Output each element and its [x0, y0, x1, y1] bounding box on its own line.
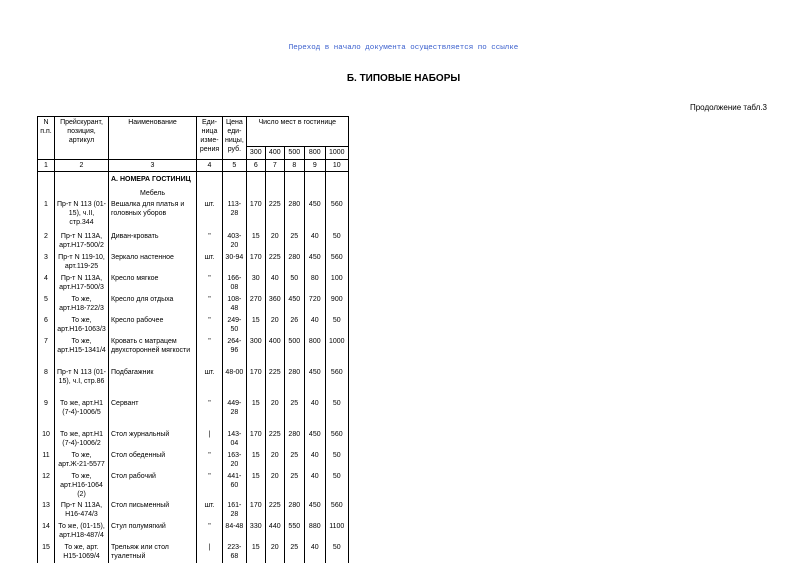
row-seat-value: 900 — [325, 294, 348, 315]
row-cost: 223-68 — [223, 542, 247, 563]
row-seat-value: 280 — [284, 199, 304, 231]
row-seat-value: 25 — [284, 398, 304, 429]
table-row — [38, 450, 349, 471]
table-row — [38, 273, 349, 294]
row-seat-value: 40 — [304, 231, 325, 252]
row-number: 5 — [38, 294, 55, 315]
table-row — [38, 231, 349, 252]
typical-sets-table — [37, 116, 349, 563]
row-cost: 108-48 — [223, 294, 247, 315]
row-seat-value: 50 — [325, 231, 348, 252]
row-name: Стул полумягкий — [109, 521, 197, 542]
row-seat-value: 15 — [246, 450, 265, 471]
row-number: 7 — [38, 336, 55, 367]
row-seat-value: 450 — [304, 429, 325, 450]
row-seat-value: 20 — [265, 542, 284, 563]
table-row — [38, 500, 349, 521]
row-name: Стол рабочий — [109, 471, 197, 500]
row-seat-value: 20 — [265, 471, 284, 500]
nav-link-to-start[interactable]: Переход в начало документа осуществляется по ссылке — [288, 44, 519, 52]
header-unit: Еди-ница изме-рения — [197, 117, 223, 160]
row-price-list: То же, арт.Н16-1063/3 — [55, 315, 109, 336]
col-number: 9 — [304, 160, 325, 172]
row-unit: | — [197, 542, 223, 563]
row-seat-value: 450 — [304, 199, 325, 231]
row-price-list: То же, арт.Н16-1064 (2) — [55, 471, 109, 500]
row-seat-value: 20 — [265, 398, 284, 429]
row-unit: " — [197, 471, 223, 500]
row-number: 14 — [38, 521, 55, 542]
row-seat-value: 15 — [246, 398, 265, 429]
table-body — [38, 117, 349, 564]
header-seats: Число мест в гостинице — [246, 117, 348, 147]
row-cost: 166-08 — [223, 273, 247, 294]
row-unit: шт. — [197, 252, 223, 273]
row-number: 6 — [38, 315, 55, 336]
row-name: Кресло для отдыха — [109, 294, 197, 315]
page-title: Б. ТИПОВЫЕ НАБОРЫ — [346, 73, 461, 84]
row-price-list: То же, арт.Н15-1341/4 — [55, 336, 109, 367]
header-num: N п.п. — [38, 117, 55, 160]
row-number: 13 — [38, 500, 55, 521]
row-number: 4 — [38, 273, 55, 294]
row-number: 15 — [38, 542, 55, 563]
row-seat-value: 225 — [265, 500, 284, 521]
row-seat-value: 560 — [325, 199, 348, 231]
row-name: Сервант — [109, 398, 197, 429]
row-seat-value: 450 — [284, 294, 304, 315]
row-seat-value: 25 — [284, 450, 304, 471]
row-seat-value: 50 — [325, 471, 348, 500]
row-seat-value: 880 — [304, 521, 325, 542]
row-number: 1 — [38, 199, 55, 231]
row-seat-value: 170 — [246, 199, 265, 231]
row-number: 3 — [38, 252, 55, 273]
row-price-list: Пр-т N 113А, арт.Н17-500/3 — [55, 273, 109, 294]
row-seat-value: 25 — [284, 471, 304, 500]
col-number: 5 — [223, 160, 247, 172]
continuation-note: Продолжение табл.3 — [689, 103, 767, 112]
row-seat-value: 560 — [325, 367, 348, 398]
row-unit: " — [197, 294, 223, 315]
row-price-list: Пр-т N 113 (01-15), ч.II, стр.344 — [55, 199, 109, 231]
row-seat-value: 30 — [246, 273, 265, 294]
row-seat-value: 550 — [284, 521, 304, 542]
row-name: Вешалка для платья и головных уборов — [109, 199, 197, 231]
row-price-list: Пр-т N 113 (01-15), ч.I, стр.86 — [55, 367, 109, 398]
row-seat-value: 25 — [284, 542, 304, 563]
row-unit: шт. — [197, 199, 223, 231]
row-name: Кресло мягкое — [109, 273, 197, 294]
row-seat-value: 300 — [246, 336, 265, 367]
table-row — [38, 336, 349, 367]
row-price-list: Пр-т N 119-10, арт.119-25 — [55, 252, 109, 273]
row-unit: " — [197, 521, 223, 542]
row-seat-value: 225 — [265, 429, 284, 450]
row-seat-value: 100 — [325, 273, 348, 294]
seat-count: 400 — [265, 147, 284, 160]
col-number: 2 — [55, 160, 109, 172]
table-row — [38, 429, 349, 450]
row-number: 12 — [38, 471, 55, 500]
row-seat-value: 50 — [325, 315, 348, 336]
row-price-list: То же, арт.Ж-21-5577 — [55, 450, 109, 471]
row-name: Подбагажник — [109, 367, 197, 398]
row-seat-value: 20 — [265, 450, 284, 471]
row-seat-value: 360 — [265, 294, 284, 315]
table-row — [38, 252, 349, 273]
row-name: Зеркало настенное — [109, 252, 197, 273]
row-seat-value: 720 — [304, 294, 325, 315]
row-seat-value: 15 — [246, 231, 265, 252]
row-name: Диван-кровать — [109, 231, 197, 252]
seat-count: 500 — [284, 147, 304, 160]
row-seat-value: 440 — [265, 521, 284, 542]
row-seat-value: 280 — [284, 252, 304, 273]
row-cost: 249-50 — [223, 315, 247, 336]
row-seat-value: 80 — [304, 273, 325, 294]
row-cost: 113-28 — [223, 199, 247, 231]
row-seat-value: 170 — [246, 367, 265, 398]
row-unit: " — [197, 231, 223, 252]
row-seat-value: 280 — [284, 500, 304, 521]
row-seat-value: 1100 — [325, 521, 348, 542]
row-unit: " — [197, 273, 223, 294]
row-seat-value: 450 — [304, 252, 325, 273]
row-seat-value: 270 — [246, 294, 265, 315]
row-seat-value: 15 — [246, 542, 265, 563]
row-seat-value: 50 — [325, 542, 348, 563]
header-cost: Цена еди-ницы, руб. — [223, 117, 247, 160]
row-price-list: Пр-т N 113А, Н16-474/3 — [55, 500, 109, 521]
row-cost: 30-94 — [223, 252, 247, 273]
row-seat-value: 20 — [265, 231, 284, 252]
row-cost: 161-28 — [223, 500, 247, 521]
section-row — [38, 172, 349, 186]
row-seat-value: 40 — [304, 398, 325, 429]
row-seat-value: 225 — [265, 367, 284, 398]
seat-count: 1000 — [325, 147, 348, 160]
row-seat-value: 40 — [304, 450, 325, 471]
row-seat-value: 225 — [265, 199, 284, 231]
row-name: Стол журнальный — [109, 429, 197, 450]
row-unit: " — [197, 315, 223, 336]
row-seat-value: 170 — [246, 252, 265, 273]
row-price-list: То же, арт.Н1 (7-4)-1006/5 — [55, 398, 109, 429]
row-unit: " — [197, 450, 223, 471]
subsection-row — [38, 185, 349, 199]
row-seat-value: 1000 — [325, 336, 348, 367]
row-seat-value: 560 — [325, 500, 348, 521]
row-seat-value: 500 — [284, 336, 304, 367]
row-seat-value: 450 — [304, 500, 325, 521]
subsection-title: Мебель — [109, 185, 197, 199]
row-seat-value: 25 — [284, 231, 304, 252]
table-row — [38, 521, 349, 542]
row-seat-value: 26 — [284, 315, 304, 336]
col-number: 1 — [38, 160, 55, 172]
row-number: 9 — [38, 398, 55, 429]
row-cost: 48-00 — [223, 367, 247, 398]
row-price-list: То же, арт. Н15-1069/4 — [55, 542, 109, 563]
row-seat-value: 560 — [325, 429, 348, 450]
col-number: 3 — [109, 160, 197, 172]
row-seat-value: 170 — [246, 500, 265, 521]
row-name: Кровать с матрацем двухсторонней мягкости — [109, 336, 197, 367]
column-numbers-row — [38, 160, 349, 172]
row-unit: " — [197, 336, 223, 367]
row-seat-value: 280 — [284, 429, 304, 450]
row-seat-value: 40 — [265, 273, 284, 294]
row-cost: 84-48 — [223, 521, 247, 542]
row-seat-value: 800 — [304, 336, 325, 367]
row-number: 10 — [38, 429, 55, 450]
table-row — [38, 542, 349, 563]
row-seat-value: 50 — [325, 450, 348, 471]
section-title: А. НОМЕРА ГОСТИНИЦ — [109, 172, 197, 186]
row-cost: 441-60 — [223, 471, 247, 500]
row-seat-value: 450 — [304, 367, 325, 398]
table-row — [38, 294, 349, 315]
row-seat-value: 40 — [304, 315, 325, 336]
col-number: 10 — [325, 160, 348, 172]
table-row — [38, 398, 349, 429]
table-row — [38, 199, 349, 231]
row-seat-value: 225 — [265, 252, 284, 273]
row-seat-value: 15 — [246, 471, 265, 500]
header-name: Наименование — [109, 117, 197, 160]
row-seat-value: 560 — [325, 252, 348, 273]
col-number: 8 — [284, 160, 304, 172]
row-seat-value: 400 — [265, 336, 284, 367]
table-row — [38, 315, 349, 336]
row-number: 11 — [38, 450, 55, 471]
row-seat-value: 15 — [246, 315, 265, 336]
row-price-list: Пр-т N 113А, арт.Н17-500/2 — [55, 231, 109, 252]
row-unit: шт. — [197, 367, 223, 398]
row-seat-value: 170 — [246, 429, 265, 450]
row-unit: | — [197, 429, 223, 450]
row-seat-value: 330 — [246, 521, 265, 542]
row-cost: 163-20 — [223, 450, 247, 471]
row-cost: 403-20 — [223, 231, 247, 252]
row-price-list: То же, (01-15), арт.Н18-487/4 — [55, 521, 109, 542]
row-seat-value: 50 — [284, 273, 304, 294]
table-header-row — [38, 117, 349, 147]
col-number: 6 — [246, 160, 265, 172]
row-unit: " — [197, 398, 223, 429]
row-seat-value: 20 — [265, 315, 284, 336]
row-cost: 143-04 — [223, 429, 247, 450]
table-row — [38, 471, 349, 500]
row-seat-value: 280 — [284, 367, 304, 398]
seat-count: 800 — [304, 147, 325, 160]
row-name: Кресло рабочее — [109, 315, 197, 336]
row-name: Стол письменный — [109, 500, 197, 521]
row-price-list: То же, арт.Н18-722/3 — [55, 294, 109, 315]
row-seat-value: 40 — [304, 542, 325, 563]
row-seat-value: 40 — [304, 471, 325, 500]
col-number: 4 — [197, 160, 223, 172]
row-name: Трельяж или стол туалетный — [109, 542, 197, 563]
row-number: 2 — [38, 231, 55, 252]
col-number: 7 — [265, 160, 284, 172]
row-cost: 264-96 — [223, 336, 247, 367]
row-cost: 449-28 — [223, 398, 247, 429]
header-price-list: Прейскурант, позиция, артикул — [55, 117, 109, 160]
row-name: Стол обеденный — [109, 450, 197, 471]
row-number: 8 — [38, 367, 55, 398]
row-seat-value: 50 — [325, 398, 348, 429]
table-row — [38, 367, 349, 398]
seat-count: 300 — [246, 147, 265, 160]
row-price-list: То же, арт.Н1 (7-4)-1006/2 — [55, 429, 109, 450]
row-unit: шт. — [197, 500, 223, 521]
